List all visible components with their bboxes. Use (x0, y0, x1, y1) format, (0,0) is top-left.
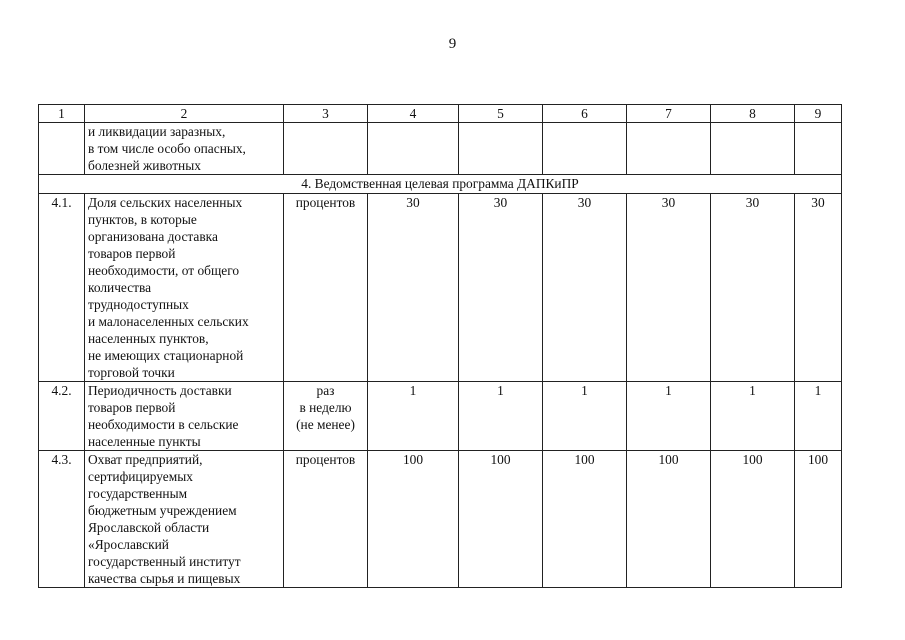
table-header-row (39, 105, 842, 123)
value-cell: 100 (459, 451, 543, 588)
page-number: 9 (448, 36, 457, 52)
unit-cell: процентов (284, 194, 368, 382)
value-cell: 100 (627, 451, 711, 588)
value-cell: 100 (543, 451, 627, 588)
column-header: 5 (459, 105, 543, 123)
column-header: 7 (627, 105, 711, 123)
value-cell (711, 123, 795, 175)
column-header: 4 (368, 105, 459, 123)
value-cell: 30 (795, 194, 842, 382)
value-cell (795, 123, 842, 175)
unit-cell: процентов (284, 451, 368, 588)
value-cell: 1 (711, 382, 795, 451)
value-cell: 30 (543, 194, 627, 382)
table-row (39, 382, 842, 451)
value-cell: 30 (368, 194, 459, 382)
value-cell: 30 (711, 194, 795, 382)
column-header: 2 (85, 105, 284, 123)
row-number-cell: 4.2. (39, 382, 85, 451)
unit-cell (284, 123, 368, 175)
table-row (39, 123, 842, 175)
value-cell (459, 123, 543, 175)
value-cell: 1 (459, 382, 543, 451)
section-title: 4. Ведомственная целевая программа ДАПКиПР (39, 175, 842, 194)
value-cell: 1 (627, 382, 711, 451)
value-cell (368, 123, 459, 175)
section-row (39, 175, 842, 194)
value-cell (627, 123, 711, 175)
column-header: 6 (543, 105, 627, 123)
row-number-cell (39, 123, 85, 175)
value-cell (543, 123, 627, 175)
column-header: 1 (39, 105, 85, 123)
indicator-name-cell: Периодичность доставки товаров первой необходимости в сельские населенные пункты (85, 382, 284, 451)
value-cell: 30 (459, 194, 543, 382)
value-cell: 100 (368, 451, 459, 588)
row-number-cell: 4.3. (39, 451, 85, 588)
indicator-name-cell: Охват предприятий, сертифицируемых государственным бюджетным учреждением Ярославской области «Ярославский государственный институт качества сырья и пищевых (85, 451, 284, 588)
unit-cell: раз в неделю (не менее) (284, 382, 368, 451)
value-cell: 1 (543, 382, 627, 451)
value-cell: 1 (795, 382, 842, 451)
value-cell: 100 (795, 451, 842, 588)
indicator-name-cell: Доля сельских населенных пунктов, в которые организована доставка товаров первой необходимости, от общего количества труднодоступных и малонаселенных сельских населенных пунктов, не имеющих стационарной торговой точки (85, 194, 284, 382)
column-header: 8 (711, 105, 795, 123)
indicator-name-cell: и ликвидации заразных, в том числе особо опасных, болезней животных (85, 123, 284, 175)
value-cell: 1 (368, 382, 459, 451)
column-header: 9 (795, 105, 842, 123)
value-cell: 30 (627, 194, 711, 382)
row-number-cell: 4.1. (39, 194, 85, 382)
table-row (39, 451, 842, 588)
column-header: 3 (284, 105, 368, 123)
table-row (39, 194, 842, 382)
value-cell: 100 (711, 451, 795, 588)
indicators-table (38, 104, 842, 588)
